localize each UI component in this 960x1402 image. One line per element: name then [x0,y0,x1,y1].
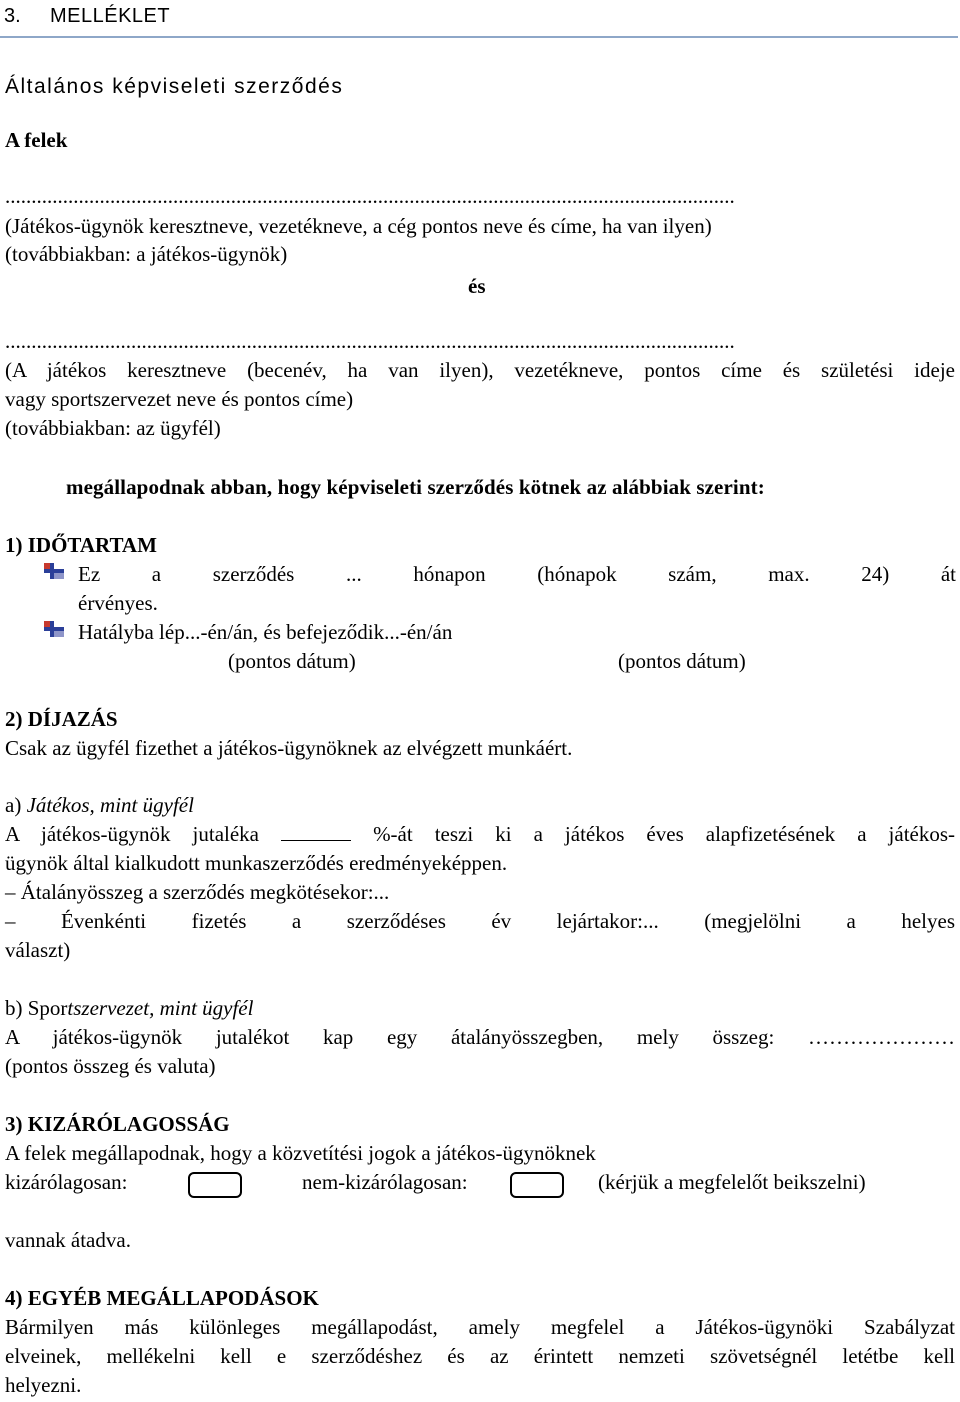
exclusive-checkbox[interactable] [188,1172,242,1198]
other-agreements-line1: Bármilyen más különleges megállapodást, amely megfelel a Játékos-ügynöki Szabályzat [5,1315,955,1339]
arrow-bullet-icon [42,620,66,638]
other-agreements-line3: helyezni. [5,1373,82,1397]
exclusive-label: kizárólagosan: [5,1170,128,1194]
exclusivity-text-end: vannak átadva. [5,1228,131,1252]
option-b-text-line1: A játékos-ügynök jutalékot kap egy átalányösszegben, mely összeg: ………………… [5,1025,955,1049]
percentage-blank[interactable] [281,822,351,841]
agent-reference: (továbbiakban: a játékos-ügynök) [5,242,288,266]
non-exclusive-label: nem-kizárólagosan: [302,1170,468,1194]
lump-sum-option: – Átalányösszeg a szerződés megkötésekor:... [5,880,390,904]
client-description-1: (A játékos keresztneve (becenév, ha van ilyen), vezetékneve, pontos címe és születési ideje [5,358,955,382]
other-agreements-line2: elveinek, mellékelni kell e szerződéshez és az érintett nemzeti szövetségnél letétbe kell [5,1344,955,1368]
duration-text-line1: Ez a szerződés ... hónapon (hónapok szám, max. 24) át [78,562,956,586]
option-b-text-line2: (pontos összeg és valuta) [5,1054,216,1078]
header-divider [0,36,958,38]
option-b-title: b) Sportszervezet, mint ügyfél [5,996,254,1020]
client-reference: (továbbiakban: az ügyfél) [5,416,221,440]
and-label: és [468,274,486,298]
appendix-number: 3. [4,5,21,27]
section4-heading: 4) EGYÉB MEGÁLLAPODÁSOK [5,1286,319,1310]
non-exclusive-checkbox[interactable] [510,1172,564,1198]
client-dots-line: ........................................................................................................................................... [5,329,735,353]
appendix-title: MELLÉKLET [50,5,171,27]
agreement-statement: megállapodnak abban, hogy képviseleti szerződés kötnek az alábbiak szerint: [66,475,765,499]
end-date-label: (pontos dátum) [618,649,746,673]
start-date-label: (pontos dátum) [228,649,356,673]
exclusivity-text: A felek megállapodnak, hogy a közvetítési jogok a játékos-ügynöknek [5,1141,596,1165]
arrow-bullet-icon [42,562,66,580]
parties-heading: A felek [5,128,68,152]
option-a-text-line2: ügynök által kialkudott munkaszerződés eredményeképpen. [5,851,508,875]
document-title: Általános képviseleti szerződés [5,75,344,98]
option-a-title: a) Játékos, mint ügyfél [5,793,194,817]
agent-dots-line: ........................................................................................................................................... [5,184,735,208]
section1-heading: 1) IDŐTARTAM [5,533,157,557]
section2-heading: 2) DÍJAZÁS [5,707,118,731]
client-description-2: vagy sportszervezet neve és pontos címe) [5,387,354,411]
checkbox-instruction: (kérjük a megfelelőt beikszelni) [598,1170,866,1194]
option-a-text-line1: A játékos-ügynök jutaléka %-át teszi ki a játékos éves alapfizetésének a játékos- [5,822,956,846]
agent-description: (Játékos-ügynök keresztneve, vezetékneve, a cég pontos neve és címe, ha van ilyen) [5,214,712,238]
effective-dates-text: Hatályba lép...-én/án, és befejeződik...-én/án [78,620,453,644]
payment-intro: Csak az ügyfél fizethet a játékos-ügynöknek az elvégzett munkáért. [5,736,573,760]
duration-text-line2: érvényes. [78,591,158,615]
section3-heading: 3) KIZÁRÓLAGOSSÁG [5,1112,230,1136]
annual-payment-option: – Évenkénti fizetés a szerződéses év lejártakor:... (megjelölni a helyes [5,909,955,933]
annual-payment-option-cont: választ) [5,938,71,962]
